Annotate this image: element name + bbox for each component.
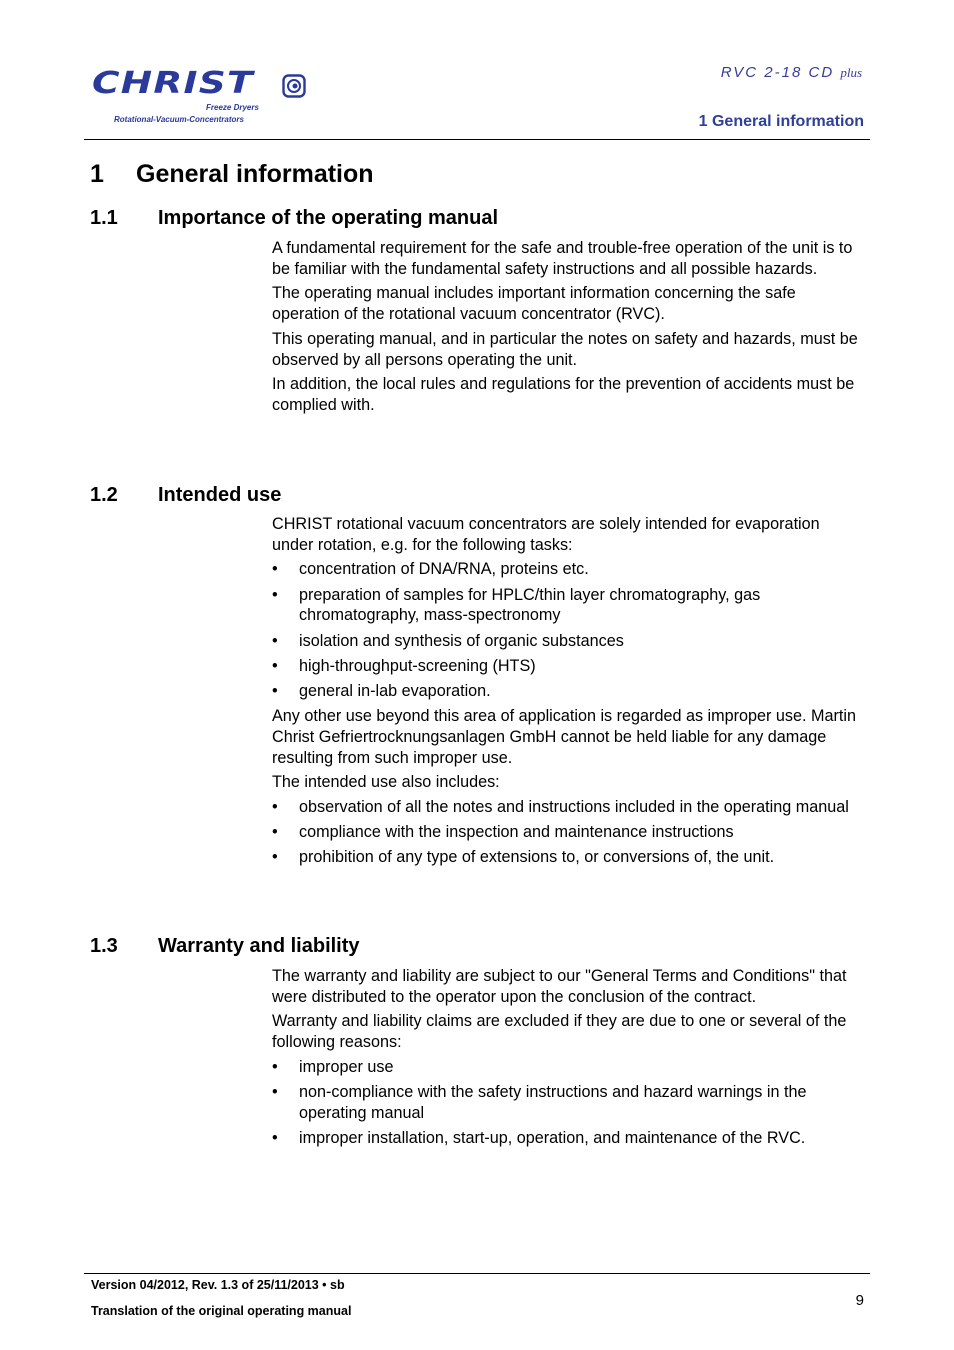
section-body-1-1 <box>272 238 864 420</box>
chapter-title: General information <box>136 160 374 188</box>
paragraph: The intended use also includes: <box>272 773 500 792</box>
bullet: • <box>272 585 278 604</box>
bullet: • <box>272 656 278 675</box>
list-item: • observation of all the notes and instructions included in the operating manual <box>272 797 849 816</box>
paragraph: In addition, the local rules and regulations for the prevention of accidents must be complied with. <box>272 375 855 414</box>
model-suffix: plus <box>840 65 862 80</box>
page-footer <box>84 1273 870 1318</box>
version-info: Version 04/2012, Rev. 1.3 of 25/11/2013 • sb <box>91 1278 345 1292</box>
bullet: • <box>272 797 278 816</box>
paragraph: Warranty and liability claims are excluded if they are due to one or several of the following reasons: <box>272 1012 847 1052</box>
list-item: • prohibition of any type of extensions to, or conversions of, the unit. <box>272 848 775 867</box>
model-label: RVC 2-18 CD <box>720 64 835 81</box>
chapter-number: 1 <box>90 160 104 188</box>
chapter-heading <box>90 160 374 189</box>
bullet: • <box>272 1128 278 1147</box>
paragraph: CHRIST rotational vacuum concentrators are solely intended for evaporation under rotation, e.g. for the following tasks: <box>272 515 820 554</box>
paragraph: The warranty and liability are subject to our "General Terms and Conditions" that were distributed to the operator upon the conclusion of the contract. <box>272 967 847 1006</box>
section-title: Intended use <box>158 484 282 506</box>
bullet: • <box>272 1057 278 1076</box>
header-chapter-title: 1 General information <box>698 113 864 130</box>
section-title: Warranty and liability <box>158 935 360 957</box>
list-item: • isolation and synthesis of organic substances <box>272 631 624 650</box>
bullet: • <box>272 848 278 867</box>
section-number: 1.3 <box>90 935 118 957</box>
bullet: • <box>272 823 278 842</box>
list-item: • preparation of samples for HPLC/thin layer chromatography, gas chromatography, mass-spectronomy <box>272 585 761 625</box>
paragraph: This operating manual, and in particular the notes on safety and hazards, must be observed by all persons operating the unit. <box>272 329 858 369</box>
section-body-1-2 <box>272 514 864 873</box>
bullet: • <box>272 681 278 700</box>
list-item: • high-throughput-screening (HTS) <box>272 656 536 675</box>
logo-tagline-rvc: Rotational-Vacuum-Concentrators <box>114 115 244 124</box>
list-item: • general in-lab evaporation. <box>272 681 491 700</box>
bullet: • <box>272 560 278 579</box>
page-header <box>84 58 870 140</box>
bullet: • <box>272 1083 278 1102</box>
logo-wordmark: CHRIST <box>92 66 254 101</box>
includes-list <box>272 797 864 868</box>
model-name <box>721 64 862 81</box>
paragraph: A fundamental requirement for the safe and trouble-free operation of the unit is to be familiar with the fundamental safety instructions and all possible hazards. <box>272 239 853 278</box>
translation-note: Translation of the original operating manual <box>91 1304 352 1318</box>
page-number: 9 <box>855 1292 864 1309</box>
list-item: • non-compliance with the safety instructions and hazard warnings in the operating manual <box>272 1083 807 1122</box>
list-item: • improper use <box>272 1057 394 1076</box>
paragraph: The operating manual includes important information concerning the safe operation of the rotational vacuum concentrator (RVC). <box>272 284 796 324</box>
swirl-logo-icon <box>282 74 306 98</box>
bullet: • <box>272 631 278 650</box>
list-item: • compliance with the inspection and maintenance instructions <box>272 823 734 842</box>
task-list <box>272 559 864 701</box>
logo-tagline-freeze-dryers: Freeze Dryers <box>206 103 259 112</box>
section-body-1-3 <box>272 966 864 1153</box>
section-number: 1.1 <box>90 207 118 229</box>
section-number: 1.2 <box>90 484 118 506</box>
christ-logo <box>92 66 322 126</box>
list-item: • concentration of DNA/RNA, proteins etc. <box>272 560 589 579</box>
paragraph: Any other use beyond this area of application is regarded as improper use. Martin Christ Gefriertrocknungsanlagen GmbH cannot be held liable for any damage resulting from such improper use. <box>272 707 856 767</box>
section-title: Importance of the operating manual <box>158 207 499 229</box>
section-heading-1-2 <box>90 484 281 507</box>
list-item: • improper installation, start-up, operation, and maintenance of the RVC. <box>272 1128 806 1147</box>
reasons-list <box>272 1057 864 1149</box>
section-heading-1-3 <box>90 935 360 958</box>
section-heading-1-1 <box>90 207 498 230</box>
